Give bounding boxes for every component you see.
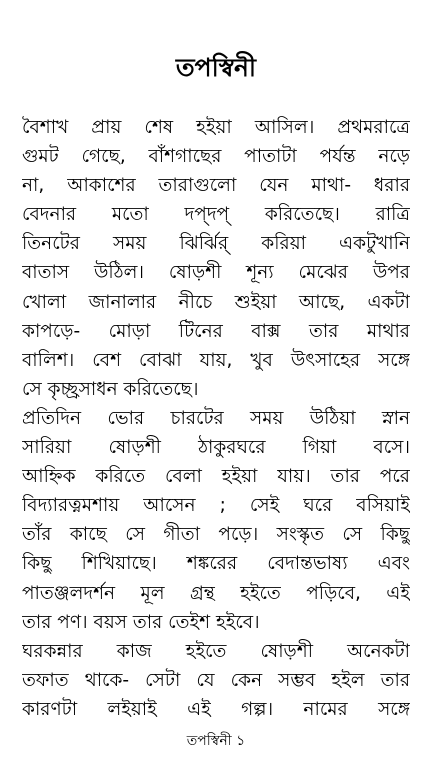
text-line: পাতঞ্জলদর্শন মূল গ্রন্থ হইতে পড়িবে, এই [22,582,410,604]
body-text [22,113,410,724]
text-line: তিনটের সময় ঝির্ঝির্ করিয়া একটুখানি [22,233,410,255]
page-title: তপস্বিনী [175,53,257,82]
text-line: বিদ্যারত্নমশায় আসেন ; সেই ঘরে বসিয়াই [22,495,410,517]
text-line: বালিশ। বেশ বোঝা যায়, খুব উৎসাহের সঙ্গে [22,349,410,371]
text-line: কারণটা লইয়াই এই গল্প। নামের সঙ্গে [22,698,410,720]
text-line: কাপড়ে- মোড়া টিনের বাক্স তার মাথার [22,320,410,342]
text-line: তার পণ। বয়স তার তেইশ হইবে। [22,611,260,633]
text-line: কিছু শিখিয়াছে। শঙ্করের বেদান্তভাষ্য এবং [22,553,410,575]
text-line: বেদনার মতো দপ্দপ্ করিতেছে। রাত্রি [22,204,410,226]
text-line: ঘরকন্নার কাজ হইতে ষোড়শী অনেকটা [22,640,410,662]
text-line: তফাত থাকে- সেটা যে কেন সম্ভব হইল তার [22,669,410,691]
text-line: আহ্নিক করিতে বেলা হইয়া যায়। তার পরে [22,466,410,488]
text-line: সারিয়া ষোড়শী ঠাকুরঘরে গিয়া বসে। [22,437,410,459]
text-line: সে কৃচ্ছ্রসাধন করিতেছে। [22,378,199,400]
text-line: তাঁর কাছে সে গীতা পড়ে। সংস্কৃত সে কিছু [22,524,410,546]
text-line: বাতাস উঠিল। ষোড়শী শূন্য মেঝের উপর [22,262,410,284]
text-line: খোলা জানালার নীচে শুইয়া আছে, একটা [22,291,410,313]
text-line: প্রতিদিন ভোর চারটের সময় উঠিয়া স্নান [22,407,410,429]
text-line: না, আকাশের তারাগুলো যেন মাথা- ধরার [22,175,410,197]
text-line: গুমট গেছে, বাঁশগাছের পাতাটা পর্যন্ত নড়ে [22,146,410,168]
page-footer: তপস্বিনী ১ [186,733,246,749]
text-line: বৈশাখ প্রায় শেষ হইয়া আসিল। প্রথমরাত্রে [22,117,410,138]
